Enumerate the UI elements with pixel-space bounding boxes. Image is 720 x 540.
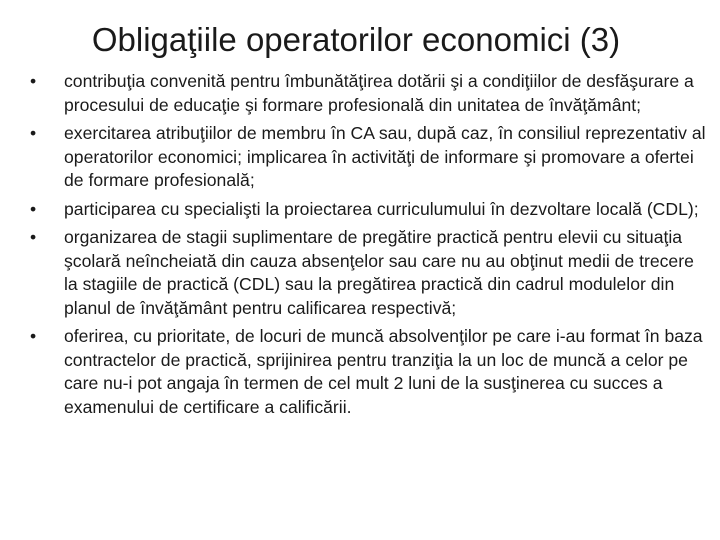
bullet-marker: •: [30, 227, 37, 247]
bullet-item: [28, 226, 712, 320]
bullet-text: exercitarea atribuţiilor de membru în CA sau, după caz, în consiliul reprezentativ al operatorilor economici; implicarea în activităţi de informare şi promovare a ofertei de formare profesională;: [64, 123, 706, 190]
bullet-item: [28, 122, 712, 193]
bullet-marker: •: [30, 71, 37, 91]
bullet-text: contribuţia convenită pentru îmbunătăţirea dotării şi a condiţiilor de desfăşurare a procesului de educaţie şi formare profesională din unitatea de învăţământ;: [64, 71, 694, 115]
bullet-text: organizarea de stagii suplimentare de pregătire practică pentru elevii cu situaţia şcolară neîncheiată din cauza absenţelor sau care nu au obţinut medii de trecere la stagiile de practică (CDL) sau la pregătirea practică din cadrul modulelor din planul de învăţământ pentru calificarea respectivă;: [64, 227, 694, 318]
bullet-list: [28, 70, 712, 424]
bullet-marker: •: [30, 198, 37, 219]
bullet-item: [28, 325, 712, 419]
slide-title: Obligaţiile operatorilor economici (3): [91, 21, 621, 58]
bullet-item: [28, 198, 712, 222]
bullet-item: [28, 70, 712, 117]
bullet-text: participarea cu specialişti la proiectarea curriculumului în dezvoltare locală (CDL);: [64, 198, 699, 219]
bullet-marker: •: [30, 326, 37, 346]
bullet-text: oferirea, cu prioritate, de locuri de muncă absolvenţilor pe care i-au format în baza contractelor de practică, sprijinirea pentru tranziţia la un loc de muncă a celor pe care nu-i pot angaja în termen de cel mult 2 luni de la susţinerea cu succes a examenului de certificare a calificării.: [64, 326, 703, 417]
bullet-marker: •: [30, 123, 37, 143]
